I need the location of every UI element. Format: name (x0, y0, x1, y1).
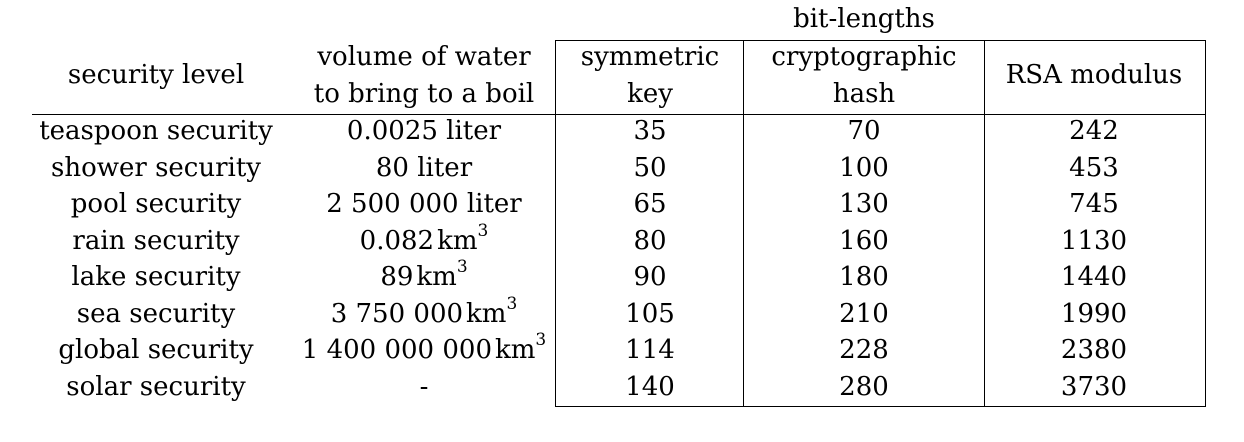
table-cell-symmetric: 80 (633, 226, 667, 256)
box-right-border (1205, 40, 1206, 407)
table-cell-volume: 2 500 000 liter (326, 189, 522, 219)
table-cell-rsa: 1130 (1060, 226, 1128, 256)
table-cell-level: teaspoon security (39, 116, 273, 146)
group-header-bit-lengths: bit-lengths (793, 4, 935, 34)
table-cell-volume: - (419, 372, 429, 402)
header-hash-line1: cryptographic (771, 42, 957, 72)
table-cell-symmetric: 50 (633, 153, 667, 183)
header-rule (32, 114, 1206, 115)
table-cell-rsa: 2380 (1060, 335, 1128, 365)
header-volume-line1: volume of water (317, 42, 531, 72)
table-cell-level: solar security (66, 372, 246, 402)
table-cell-rsa: 3730 (1060, 372, 1128, 402)
table-cell-hash: 70 (847, 116, 881, 146)
table-cell-rsa: 453 (1069, 153, 1119, 183)
table-cell-hash: 180 (839, 262, 889, 292)
table-cell-hash: 100 (839, 153, 889, 183)
header-hash-line2: hash (832, 79, 896, 109)
table-cell-symmetric: 35 (633, 116, 667, 146)
table-cell-symmetric: 105 (625, 299, 675, 329)
header-symmetric-line2: key (627, 79, 673, 109)
table-cell-hash: 160 (839, 226, 889, 256)
table-cell-rsa: 1440 (1060, 262, 1128, 292)
header-symmetric-line1: symmetric (580, 42, 720, 72)
table-cell-hash: 280 (839, 372, 889, 402)
header-rsa-modulus: RSA modulus (1005, 60, 1183, 90)
table-cell-symmetric: 65 (633, 189, 667, 219)
box-top-border (555, 40, 1206, 41)
table-cell-volume: 0.0025 liter (346, 116, 502, 146)
table-cell-volume: 89 $km^3$ (380, 257, 468, 292)
header-security-level: security level (67, 60, 245, 90)
table-cell-symmetric: 114 (625, 335, 675, 365)
table-cell-symmetric: 140 (625, 372, 675, 402)
table-cell-level: shower security (51, 153, 261, 183)
table-cell-hash: 130 (839, 189, 889, 219)
table-cell-level: sea security (76, 299, 236, 329)
box-bottom-border (555, 406, 1206, 407)
table-cell-hash: 210 (839, 299, 889, 329)
table-cell-level: global security (58, 335, 254, 365)
table-cell-volume: 3 750 000 $km^3$ (330, 294, 518, 329)
table-cell-volume: 80 liter (375, 153, 473, 183)
table-cell-hash: 228 (839, 335, 889, 365)
table-cell-level: pool security (70, 189, 242, 219)
table-cell-level: lake security (71, 262, 241, 292)
table-cell-rsa: 242 (1069, 116, 1119, 146)
table-cell-symmetric: 90 (633, 262, 667, 292)
table-cell-volume: 0.082 $km^3$ (359, 221, 489, 256)
table-cell-volume: 1 400 000 000 $km^3$ (301, 330, 547, 365)
table-cell-rsa: 745 (1069, 189, 1119, 219)
table-cell-level: rain security (72, 226, 240, 256)
table-cell-rsa: 1990 (1060, 299, 1128, 329)
header-volume-line2: to bring to a boil (313, 79, 535, 109)
